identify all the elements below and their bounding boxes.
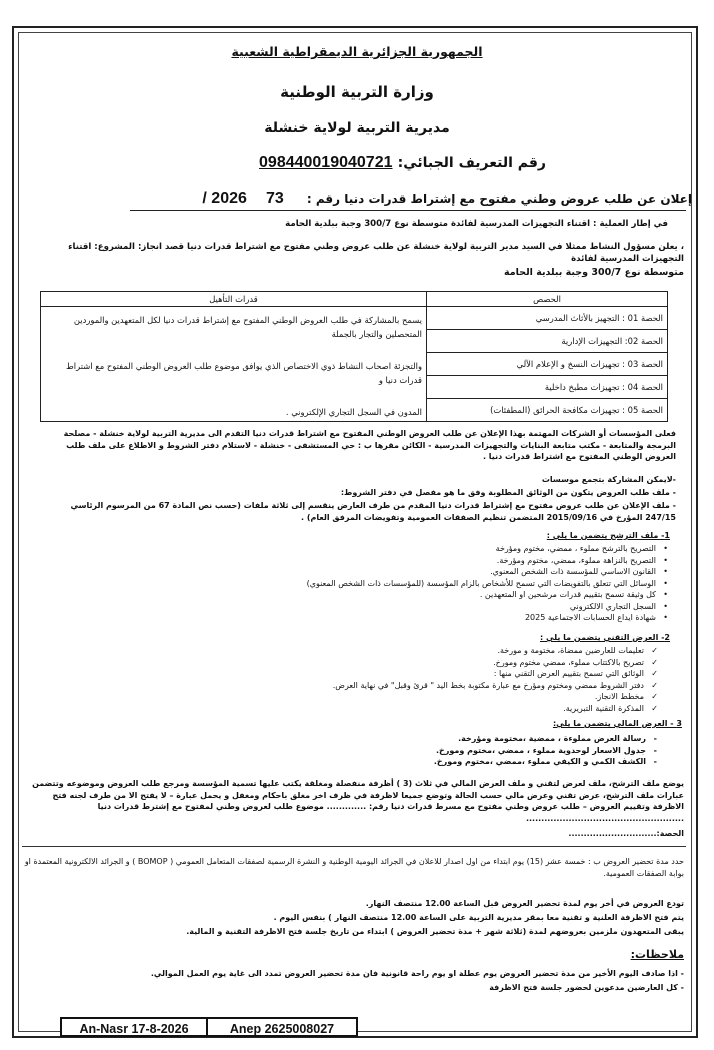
tax-id-value: 098440019040721: [259, 154, 393, 171]
list-item: • القانون الاساسي للمؤسسة ذات الشخص المعنوي.: [150, 566, 670, 578]
list-item: • التصريح بالنزاهة مملوء، ممضي، مختوم ومؤرخة.: [150, 555, 670, 567]
lot-2: الحصة 02: التجهيزات الإدارية: [427, 330, 668, 353]
tax-id: [236, 152, 546, 172]
opening-text: يتم فتح الاظرفة العلنية و تقنية معا بمقر مديرية التربية على الساعة 12.00 منتصف النهار ) بنفس اليوم .: [273, 913, 684, 922]
qual-line-2: والتجزئة اصحاب النشاط ذوي الاختصاص الذي يوافق موضوع طلب العروض الوطني المفتوح مع اشتراط قدرات دنيا و: [66, 361, 422, 385]
announcement-title: [60, 188, 692, 208]
republic-heading: الجمهورية الجزائرية الديمقراطية الشعبية: [231, 44, 483, 59]
table-row: [41, 307, 668, 330]
intro-line2: متوسطة نوع 300/7 وجبة ببلدية الحامة: [504, 267, 684, 278]
financial-heading: 3 - العرض المالي يتضمن ما يلي:: [552, 719, 682, 728]
newspaper-reference: An-Nasr 17-8-2026: [60, 1017, 208, 1037]
announcement-number: 73: [265, 190, 284, 207]
no-grouping-note: -لايمكن المشاركة بتجمع موسسات: [541, 475, 676, 484]
lot-label: الحصة:.............................: [568, 829, 684, 838]
list-item: ✓ تعليمات للعارضين ممضاة، مختومة و مورخة.: [150, 645, 658, 657]
validity-text: يبقى المتعهدون ملزمين بعروضهم لمدة (ثلاثة شهر + مدة تحضير العروض ) ابتداء من تاريخ جلسة فتح الاظرفة التقنية و المالية.: [186, 927, 684, 936]
title-underline: [130, 210, 686, 211]
list-item: ✓ تصريح بالاكتتاب مملوء، ممضي مختوم ومورخ.: [150, 657, 658, 669]
anep-reference: Anep 2625008027: [206, 1017, 358, 1037]
announcement-title-text: إعلان عن طلب عروض وطني مفتوح مع إشتراط قدرات دنيا رقم :: [306, 192, 692, 206]
announcement-year: 2026 /: [202, 190, 247, 207]
list-item: ✓ دفتر الشروط ممضي ومختوم ومؤرخ مع عبارة مكتوبة بخط اليد " قرئ وقبل" في نهاية العرض.: [150, 680, 658, 692]
list-item: • الوسائل التي تتعلق بالتفويضات التي تسمح للأشخاص بالزام المؤسسة (للمؤسسات ذات الشخص المعنوي): [150, 578, 670, 590]
list-item: • السجل التجاري الالكتروني: [150, 601, 670, 613]
financial-list: [150, 733, 660, 768]
envelopes-paragraph: يوضع ملف الترشح، ملف لعرض لتقني و ملف العرض المالي في ثلاث (3 ) أظرفة منفصلة ومغلقة يكتب عليها تسمية المؤسسة ومرجع طلب العروض وموضوعه وتتضمن عبارات ملف الترشح، عرض تقني وعرض مالي حسب الحالة وتوضع جميعا لاظرفة في ظرف اخر مغلق باحكام ومغفل و يحمل عبارة – لا يفتح الا من طرف لجنه فتح الاظرفة وتقييم العروض – طلب عروض وطني مفتوح مع مسرط قدرات دنيا رقم: ............. موضوع طلب لعروض وطني لمفتوح مع إشترط قدرات دنيا ....................................................: [32, 779, 684, 823]
list-item: ✓ المذكرة التقنية التبريرية.: [150, 703, 658, 715]
lot-3: الحصة 03 : تجهيزات النسخ و الإعلام الآلي: [427, 353, 668, 376]
deadline-paragraph: حدد مدة تحضير العروض ب : خمسة عشر (15) يوم ابتداء من اول اصدار للاعلان في الجرائد اليومية الوطنية و النشرة الرسمية لصفقات المتعامل العمومي ( BOMOP ) و الجرائد الالكترونية المعتمدة او بوابة الصفقات العمومية.: [24, 857, 684, 878]
lot-4: الحصة 04 : تجهيزات مطبخ داخلية: [427, 376, 668, 399]
candidature-list: [150, 543, 670, 624]
ministry-heading: وزارة التربية الوطنية: [280, 83, 434, 101]
directorate-heading: مديرية التربية لولاية خنشلة: [264, 120, 450, 136]
col-lots: الحصص: [427, 292, 668, 307]
notes-heading: ملاحظات:: [630, 948, 684, 961]
divider: [22, 846, 686, 847]
technical-heading: 2- العرض التقني يتضمن ما يلي :: [540, 633, 670, 642]
three-files-paragraph: - ملف الإعلان عن طلب عروض مفتوح مع إشتراط قدرات دنيا المقدم من طرف العارض ينقسم إلى ثلاثة ملفات (حسب نص المادة 67 من المرسوم الرئاسي 247/15 المؤرخ في 2015/09/16 المتضمن تنظيم الصفقات العمومية وتفويضات المرفق العام) .: [70, 501, 676, 522]
tax-id-label: رقم التعريف الجبائي:: [397, 155, 546, 171]
list-item: - الكشف الكمي و الكيفي مملوء ،ممضي ،مختوم ومورخ.: [150, 756, 660, 768]
list-item: ✓ مخطط الانجاز.: [150, 691, 658, 703]
candidature-heading: 1- ملف الترشح يتضمن ما يلي :: [546, 531, 670, 540]
lots-table: [40, 291, 668, 422]
deposit-text: تودع العروض في أخر يوم لمدة تحضير العروض قبل الساعة 12.00 منتصف النهار.: [365, 899, 684, 908]
list-item: - رسالة العرض مملوءة ، ممضية ،مختومة ومؤرخة.: [150, 733, 660, 745]
framework-text: في إطار العملية : اقتناء التجهيزات المدرسية لفائدة متوسطة نوع 300/7 وجبة ببلدية الحامة: [285, 219, 668, 229]
lot-5: الحصة 05 : تجهيزات مكافحة الحرائق (المطفئات): [427, 399, 668, 422]
qualifications-cell: [41, 307, 427, 422]
list-item: ✓ الوثائق التي تسمح بتقييم العرض التقني منها :: [150, 668, 658, 680]
lots-table-header: [41, 292, 668, 307]
lot-1: الحصة 01 : التجهيز بالأثاث المدرسي: [427, 307, 668, 330]
qual-line-1: يسمح بالمشاركة في طلب العروض الوطني المفتوح مع إشتراط قدرات دنيا لكل المتعهدين والموردين المتحصلين والتجار بالجملة: [73, 315, 422, 339]
list-item: • التصريح بالترشح مملوء ، ممضي، مختوم ومؤرخة: [150, 543, 670, 555]
qual-line-3: المدون في السجل التجاري الإلكتروني .: [285, 407, 422, 417]
list-item: • كل وثيقة تسمح بتقييم قدرات مرشحين او المتعهدين .: [150, 589, 670, 601]
note-1: - اذا صادف اليوم الأخير من مدة تحضير العروض يوم عطلة او يوم راحة قانونية فان مدة تحضير العروض تمدد الى غاية يوم العمل الموالي.: [150, 969, 684, 978]
file-composition: - ملف طلب العروض يتكون من الوثائق المطلوبة وفق ما هو مفصل في دفتر الشروط:: [340, 488, 676, 497]
technical-list: [150, 645, 658, 714]
note-2: - كل العارضين مدعوين لحضور جلسة فتح الاظرفة: [489, 983, 684, 992]
invitation-paragraph: فعلى المؤسسات أو الشركات المهتمة بهذا الإعلان عن طلب العروض الوطني المفتوح مع اشتراط قدرات دنيا التقدم الى مديرية التربية لولاية خنشلة - مصلحة البرمجة والمتابعة - مكتب متابعة البنايات والتجهيزات المدرسية - الكائن مقرها ب : حي المستشفى - خنشلة - لاستلام دفتر الشروط و الاطلاع على ملف طلب العروض الوطني المفتوح مع اشتراط قدرات دنيا .: [63, 429, 676, 461]
intro-line1: ، يعلن مسؤول النشاط ممثلا في السيد مدير التربية لولاية خنشلة عن طلب عروض وطني مفتوح مع اشتراط قدرات دنيا قصد انجاز: المشروع: اقتناء التجهيزات المدرسية لفائدة: [68, 242, 684, 264]
col-qualifications: قدرات التأهيل: [41, 292, 427, 307]
list-item: • شهادة ايداع الحسابات الاجتماعية 2025: [150, 612, 670, 624]
list-item: - جدول الاسعار لوحدوية مملوء ، ممضي ،مختوم ومورخ.: [150, 745, 660, 757]
